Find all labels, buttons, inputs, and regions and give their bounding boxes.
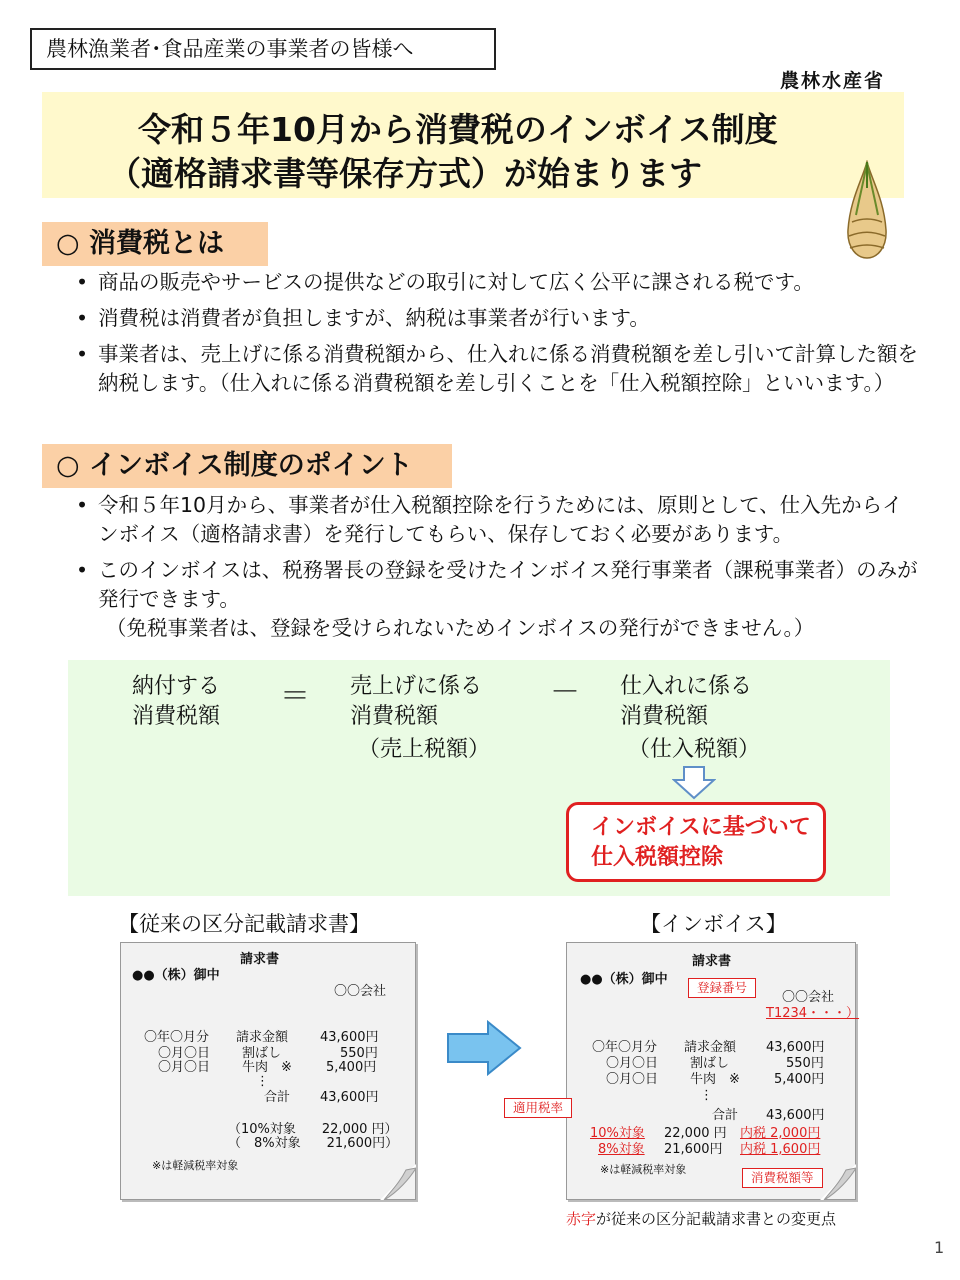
old-row-date: 〇年〇月分: [144, 1030, 210, 1045]
formula-purchase-tax-label: （仕入税額）: [628, 737, 761, 762]
old-row-item: 請求金額: [236, 1030, 289, 1045]
new-row-amount: 550円: [786, 1056, 824, 1071]
formula-equals: ＝: [280, 679, 310, 714]
rate10-amount: 22,000 円: [664, 1126, 727, 1141]
registration-number-callout: 登録番号: [688, 978, 756, 998]
old-row-date: 〇月〇日: [158, 1060, 211, 1075]
formula-sales-tax-label: （売上税額）: [358, 737, 491, 762]
formula-sales-tax: 売上げに係る 消費税額: [350, 674, 483, 729]
page-title-line1: 令和５年10月から消費税のインボイス制度: [138, 110, 778, 149]
old-total-amount: 43,600円: [320, 1090, 379, 1105]
arrow-down-icon: [672, 766, 716, 800]
formula-payable-tax: 納付する 消費税額: [132, 674, 221, 729]
registration-number: T1234・・・）: [766, 1006, 860, 1021]
rate10-tax: 内税 2,000円: [740, 1126, 821, 1141]
section-heading-consumption-tax: ○ 消費税とは: [42, 222, 268, 266]
old-row-amount: 43,600円: [320, 1030, 379, 1045]
new-row-dots: ⋮: [700, 1088, 713, 1103]
new-invoice-issuer: 〇〇会社: [782, 990, 835, 1005]
rate8-label: 8%対象: [598, 1142, 645, 1157]
invoice-deduction-callout: インボイスに基づいて 仕入税額控除: [566, 802, 826, 882]
ministry-name: 農林水産省: [780, 70, 886, 92]
formula-minus: －: [550, 675, 580, 710]
old-rate8: （ 8%対象 21,600円）: [228, 1136, 399, 1151]
old-rate10: （10%対象 22,000 円）: [228, 1122, 398, 1137]
old-row-dots: ⋮: [256, 1074, 269, 1089]
new-total-label: 合計: [712, 1108, 739, 1123]
new-row-date: 〇年〇月分: [592, 1040, 658, 1055]
old-total-label: 合計: [264, 1090, 291, 1105]
page-curl-icon: [820, 1164, 856, 1200]
old-invoice-title: 請求書: [240, 952, 280, 967]
page-curl-icon: [380, 1164, 416, 1200]
new-total-amount: 43,600円: [766, 1108, 825, 1123]
audience-label: 農林漁業者･食品産業の事業者の皆様へ: [30, 28, 496, 70]
list-item: • 事業者は、売上げに係る消費税額から、仕入れに係る消費税額を差し引いて計算した額を納税します。（仕入れに係る消費税額を差し引くことを「仕入税額控除」といいます。）: [76, 342, 918, 395]
new-row-item: 割ばし: [690, 1056, 730, 1071]
rate8-tax: 内税 1,600円: [740, 1142, 821, 1157]
old-invoice-recipient: ●●（株）御中: [132, 968, 220, 983]
section-heading-invoice-points: ○ インボイス制度のポイント: [42, 444, 452, 488]
rate10-label: 10%対象: [590, 1126, 645, 1141]
list-item: • 商品の販売やサービスの提供などの取引に対して広く公平に課される税です。: [76, 270, 814, 294]
old-invoice-caption: 【従来の区分記載請求書】: [118, 912, 370, 936]
old-row-amount: 5,400円: [326, 1060, 377, 1075]
tax-exempt-note: （免税事業者は、登録を受けられないためインボイスの発行ができません。）: [106, 616, 815, 640]
change-legend: 赤字が従来の区分記載請求書との変更点: [566, 1210, 837, 1228]
new-invoice-recipient: ●●（株）御中: [580, 972, 668, 987]
old-row-amount: 550円: [340, 1046, 378, 1061]
old-row-item: 割ばし: [242, 1046, 282, 1061]
list-item: • このインボイスは、税務署長の登録を受けたインボイス発行事業者（課税事業者）のみが発行できます。 （免税事業者は、登録を受けられないためインボイスの発行ができません。）: [72, 556, 922, 643]
rate8-amount: 21,600円: [664, 1142, 723, 1157]
bamboo-shoot-icon: [842, 160, 892, 260]
formula-purchase-tax: 仕入れに係る 消費税額: [620, 674, 753, 729]
new-row-item: 請求金額: [684, 1040, 737, 1055]
page-title-line2: （適格請求書等保存方式）が始まります: [108, 154, 702, 193]
consumption-tax-bullets: [72, 268, 922, 405]
new-row-date: 〇月〇日: [606, 1056, 659, 1071]
list-item: • 令和５年10月から、事業者が仕入税額控除を行うためには、原則として、仕入先からインボイス（適格請求書）を発行してもらい、保存しておく必要があります。: [76, 493, 903, 546]
list-item: • 消費税は消費者が負担しますが、納税は事業者が行います。: [76, 306, 650, 330]
arrow-right-icon: [446, 1020, 522, 1076]
invoice-points-bullets: [72, 491, 922, 650]
new-row-amount: 43,600円: [766, 1040, 825, 1055]
page-number: 1: [934, 1238, 945, 1257]
new-invoice-title: 請求書: [692, 954, 732, 969]
new-invoice-caption: 【インボイス】: [640, 912, 787, 936]
old-row-item: 牛肉 ※: [242, 1060, 292, 1075]
new-row-date: 〇月〇日: [606, 1072, 659, 1087]
tax-rate-callout: 適用税率: [504, 1098, 572, 1118]
tax-amount-callout: 消費税額等: [742, 1168, 823, 1188]
new-footnote: ※は軽減税率対象: [600, 1163, 687, 1176]
old-footnote: ※は軽減税率対象: [152, 1159, 239, 1172]
old-row-date: 〇月〇日: [158, 1046, 211, 1061]
new-row-item: 牛肉 ※: [690, 1072, 740, 1087]
old-invoice-issuer: 〇〇会社: [334, 984, 387, 999]
new-row-amount: 5,400円: [774, 1072, 825, 1087]
